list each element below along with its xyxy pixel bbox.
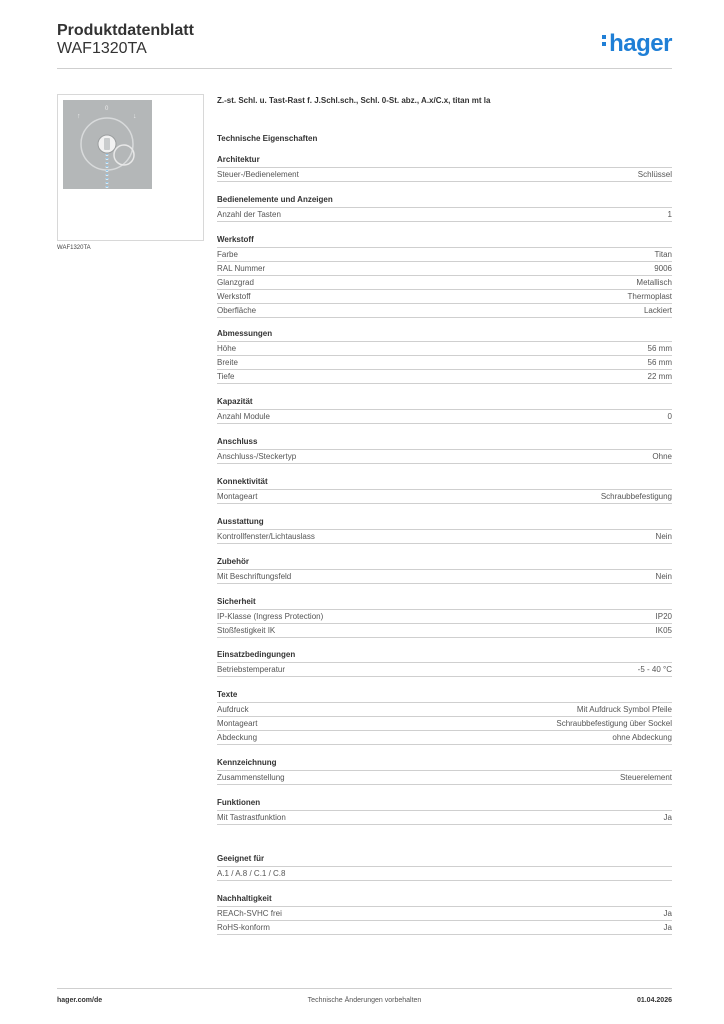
property-row bbox=[217, 731, 672, 745]
property-value: 56 mm bbox=[647, 358, 672, 367]
property-label: REACh-SVHC frei bbox=[217, 909, 282, 918]
product-image bbox=[57, 94, 204, 241]
property-label: Montageart bbox=[217, 719, 258, 728]
property-row bbox=[217, 168, 672, 182]
property-value: 1 bbox=[667, 210, 672, 219]
group-title: Architektur bbox=[217, 154, 672, 168]
property-row bbox=[217, 771, 672, 785]
group-title: Geeignet für bbox=[217, 853, 672, 867]
property-group bbox=[217, 234, 672, 318]
property-value: Titan bbox=[654, 250, 672, 259]
footer-website[interactable]: hager.com/de bbox=[57, 997, 103, 1004]
property-label: Höhe bbox=[217, 344, 237, 353]
property-row bbox=[217, 570, 672, 584]
property-value: Thermoplast bbox=[627, 292, 672, 301]
property-group bbox=[217, 893, 672, 935]
property-label: Zusammenstellung bbox=[217, 773, 285, 782]
property-value: Schraubbefestigung bbox=[600, 492, 672, 501]
property-group bbox=[217, 396, 672, 424]
property-group bbox=[217, 516, 672, 544]
product-description: Z.-st. Schl. u. Tast-Rast f. J.Schl.sch., Schl. 0-St. abz., A.x/C.x, titan mt la bbox=[217, 96, 491, 105]
logo-dots-icon bbox=[602, 32, 606, 49]
property-group bbox=[217, 436, 672, 464]
group-title: Texte bbox=[217, 689, 672, 703]
property-row bbox=[217, 248, 672, 262]
property-value: -5 - 40 °C bbox=[637, 665, 672, 674]
plate-mark-zero: 0 bbox=[105, 106, 109, 112]
property-label: Aufdruck bbox=[217, 705, 249, 714]
property-group bbox=[217, 154, 672, 182]
property-row bbox=[217, 490, 672, 504]
property-value: Nein bbox=[655, 572, 672, 581]
property-label: Oberfläche bbox=[217, 306, 257, 315]
property-label: Anzahl der Tasten bbox=[217, 210, 281, 219]
product-code: WAF1320TA bbox=[57, 40, 147, 57]
group-title: Anschluss bbox=[217, 436, 672, 450]
footer-date: 01.04.2026 bbox=[636, 997, 672, 1004]
plate-mark-up: ↑ bbox=[77, 113, 81, 120]
property-value: Ja bbox=[663, 909, 672, 918]
property-label: Tiefe bbox=[217, 372, 235, 381]
property-row bbox=[217, 262, 672, 276]
property-label: Steuer-/Bedienelement bbox=[217, 170, 299, 179]
property-value: Metallisch bbox=[636, 278, 672, 287]
property-label: Farbe bbox=[217, 250, 238, 259]
property-value: Schlüssel bbox=[637, 170, 672, 179]
property-group bbox=[217, 596, 672, 638]
group-title: Werkstoff bbox=[217, 234, 672, 248]
property-row bbox=[217, 290, 672, 304]
property-row bbox=[217, 356, 672, 370]
property-label: Kontrollfenster/Lichtauslass bbox=[217, 532, 315, 541]
property-value: Lackiert bbox=[643, 306, 672, 315]
plate-mark-down: ↓ bbox=[133, 113, 137, 120]
logo-text: hager bbox=[609, 30, 672, 57]
property-value: Nein bbox=[655, 532, 672, 541]
property-row bbox=[217, 610, 672, 624]
property-label: Anzahl Module bbox=[217, 412, 270, 421]
property-value: 56 mm bbox=[647, 344, 672, 353]
property-row bbox=[217, 450, 672, 464]
property-group bbox=[217, 556, 672, 584]
group-title: Bedienelemente und Anzeigen bbox=[217, 194, 672, 208]
property-group bbox=[217, 797, 672, 825]
property-value: 9006 bbox=[654, 264, 672, 273]
property-row bbox=[217, 208, 672, 222]
document-title: Produktdatenblatt bbox=[57, 22, 194, 39]
content-area bbox=[217, 94, 672, 935]
property-label: Werkstoff bbox=[217, 292, 251, 301]
property-value: 0 bbox=[667, 412, 672, 421]
property-value: Schraubbefestigung über Sockel bbox=[556, 719, 672, 728]
property-label: Mit Beschriftungsfeld bbox=[217, 572, 292, 581]
property-group bbox=[217, 757, 672, 785]
property-row bbox=[217, 921, 672, 935]
property-label: IP-Klasse (Ingress Protection) bbox=[217, 612, 324, 621]
section-title: Technische Eigenschaften bbox=[217, 134, 318, 143]
property-groups bbox=[217, 154, 672, 935]
property-value: ohne Abdeckung bbox=[612, 733, 672, 742]
property-label: Breite bbox=[217, 358, 238, 367]
property-label: Mit Tastrastfunktion bbox=[217, 813, 286, 822]
property-label: Betriebstemperatur bbox=[217, 665, 286, 674]
property-row bbox=[217, 370, 672, 384]
property-label: Stoßfestigkeit IK bbox=[217, 626, 276, 635]
property-group bbox=[217, 476, 672, 504]
property-label: RAL Nummer bbox=[217, 264, 266, 273]
property-row bbox=[217, 703, 672, 717]
property-row bbox=[217, 717, 672, 731]
property-label: Glanzgrad bbox=[217, 278, 254, 287]
property-group bbox=[217, 689, 672, 745]
property-row bbox=[217, 342, 672, 356]
group-title: Kennzeichnung bbox=[217, 757, 672, 771]
group-title: Zubehör bbox=[217, 556, 672, 570]
group-title: Kapazität bbox=[217, 396, 672, 410]
property-group bbox=[217, 649, 672, 677]
group-title: Sicherheit bbox=[217, 596, 672, 610]
property-value: Steuerelement bbox=[619, 773, 672, 782]
property-label: RoHS-konform bbox=[217, 923, 270, 932]
footer-disclaimer: Technische Änderungen vorbehalten bbox=[307, 997, 422, 1004]
switch-plate bbox=[63, 100, 152, 189]
property-row bbox=[217, 276, 672, 290]
property-value: 22 mm bbox=[647, 372, 672, 381]
group-title: Abmessungen bbox=[217, 328, 672, 342]
group-title: Ausstattung bbox=[217, 516, 672, 530]
property-group bbox=[217, 328, 672, 384]
property-group bbox=[217, 853, 672, 881]
property-value: IK05 bbox=[655, 626, 672, 635]
group-title: Konnektivität bbox=[217, 476, 672, 490]
property-value: Ja bbox=[663, 923, 672, 932]
property-value: Ohne bbox=[652, 452, 672, 461]
property-row bbox=[217, 907, 672, 921]
property-value: Ja bbox=[663, 813, 672, 822]
hager-logo bbox=[602, 30, 672, 58]
key-switch-illustration bbox=[63, 100, 152, 189]
property-row bbox=[217, 304, 672, 318]
property-label: Abdeckung bbox=[217, 733, 258, 742]
property-row bbox=[217, 867, 672, 881]
property-value: Mit Aufdruck Symbol Pfeile bbox=[576, 705, 672, 714]
property-row bbox=[217, 530, 672, 544]
image-caption: WAF1320TA bbox=[57, 245, 91, 251]
page-header bbox=[57, 22, 672, 69]
property-row bbox=[217, 811, 672, 825]
property-row bbox=[217, 624, 672, 638]
group-title: Funktionen bbox=[217, 797, 672, 811]
group-title: Einsatzbedingungen bbox=[217, 649, 672, 663]
property-label: Montageart bbox=[217, 492, 258, 501]
group-title: Nachhaltigkeit bbox=[217, 893, 672, 907]
property-row bbox=[217, 663, 672, 677]
property-label: A.1 / A.8 / C.1 / C.8 bbox=[217, 869, 286, 878]
property-value: IP20 bbox=[655, 612, 672, 621]
property-label: Anschluss-/Steckertyp bbox=[217, 452, 297, 461]
property-group bbox=[217, 194, 672, 222]
property-row bbox=[217, 410, 672, 424]
page-footer bbox=[57, 988, 672, 1009]
